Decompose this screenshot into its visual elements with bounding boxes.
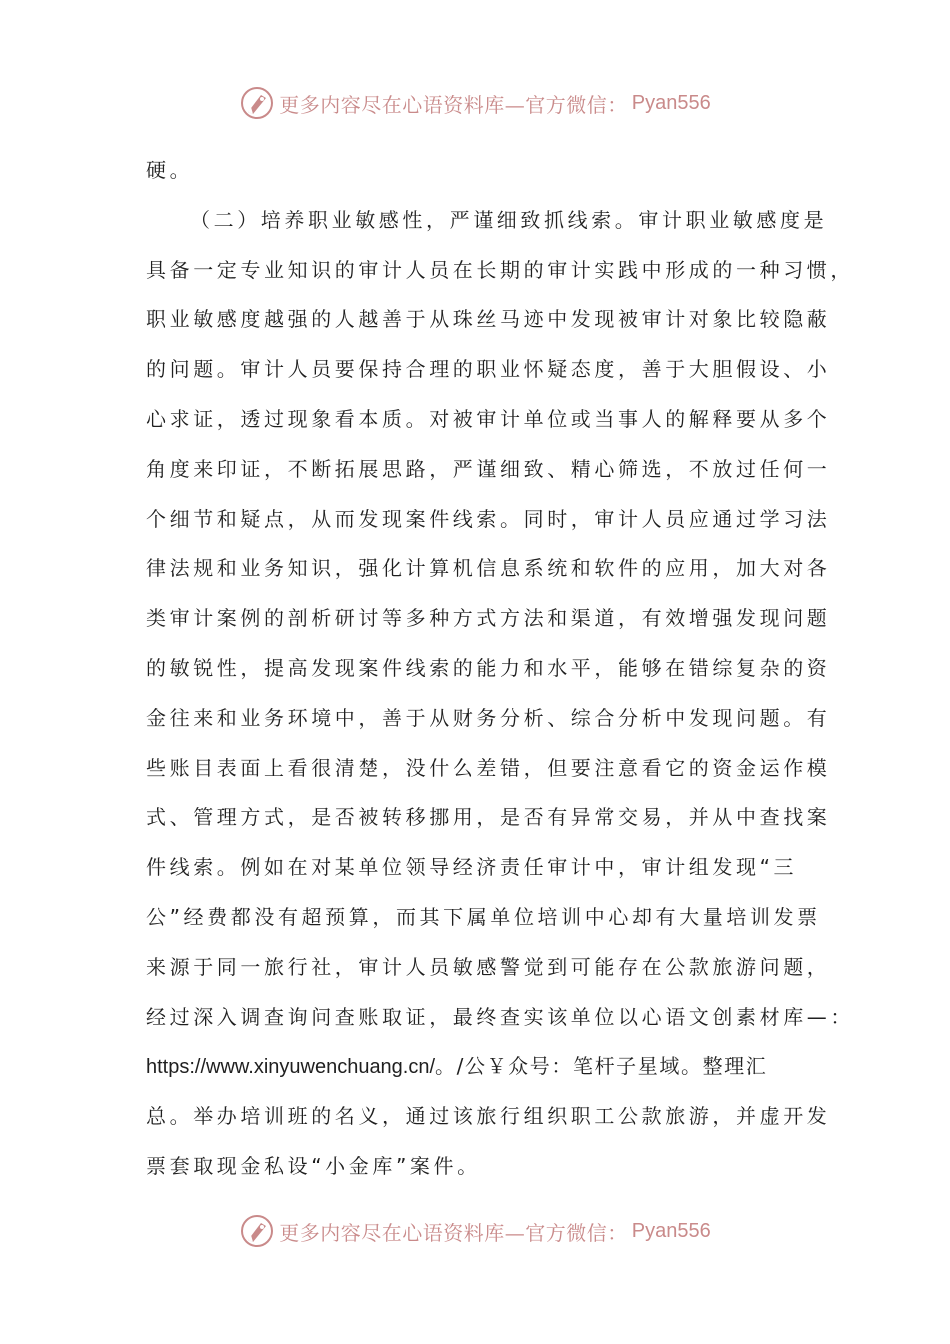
url-line bbox=[146, 1042, 811, 1092]
text-line: 的敏锐性，提高发现案件线索的能力和水平，能够在错综复杂的资 bbox=[146, 655, 831, 680]
text-line: 心求证，透过现象看本质。对被审计单位或当事人的解释要从多个 bbox=[146, 406, 831, 431]
text-line: 律法规和业务知识，强化计算机信息系统和软件的应用，加大对各 bbox=[146, 556, 831, 581]
document-body bbox=[146, 146, 854, 1192]
text-line: 些账目表面上看很清楚，没什么差错，但要注意看它的资金运作模 bbox=[146, 755, 831, 780]
text-line: 件线索。例如在对某单位领导经济责任审计中，审计组发现“三 bbox=[146, 855, 798, 880]
watermark-wechat-id: Pyan556 bbox=[631, 1219, 711, 1242]
text-line: 票套取现金私设“小金库”案件。 bbox=[146, 1153, 481, 1178]
header-watermark bbox=[0, 83, 950, 123]
text-line: 金往来和业务环境中，善于从财务分析、综合分析中发现问题。有 bbox=[146, 705, 831, 730]
watermark-text: 更多内容尽在心语资料库—官方微信： bbox=[279, 1220, 628, 1245]
text-line: 经过深入调查询问查账取证，最终查实该单位以心语文创素材库—： bbox=[146, 1004, 854, 1029]
text-line: 总。举办培训班的名义，通过该旅行组织职工公款旅游，并虚开发 bbox=[146, 1104, 831, 1129]
pen-nib-logo-icon bbox=[239, 1213, 275, 1249]
text-line: 职业敏感度越强的人越善于从珠丝马迹中发现被审计对象比较隐蔽 bbox=[146, 307, 831, 332]
text-line: 的问题。审计人员要保持合理的职业怀疑态度，善于大胆假设、小 bbox=[146, 357, 831, 382]
pen-nib-logo-icon bbox=[239, 85, 275, 121]
text-line: 具备一定专业知识的审计人员在长期的审计实践中形成的一种习惯， bbox=[146, 257, 854, 282]
footer-watermark bbox=[0, 1211, 950, 1251]
url-suffix-text: 。/公￥众号：笔杆子星域。整理汇 bbox=[435, 1054, 768, 1079]
text-line: 公”经费都没有超预算，而其下属单位培训中心却有大量培训发票 bbox=[146, 904, 821, 929]
section-heading-line: （二）培养职业敏感性，严谨细致抓线索。审计职业敏感度是 bbox=[190, 207, 828, 232]
text-line: 角度来印证，不断拓展思路，严谨细致、精心筛选，不放过任何一 bbox=[146, 456, 831, 481]
website-link[interactable]: https://www.xinyuwenchuang.cn/ bbox=[146, 1056, 436, 1079]
text-line: 硬。 bbox=[146, 158, 194, 182]
text-line: 式、管理方式，是否被转移挪用，是否有异常交易，并从中查找案 bbox=[146, 805, 831, 830]
text-line: 个细节和疑点，从而发现案件线索。同时，审计人员应通过学习法 bbox=[146, 506, 831, 531]
text-line: 来源于同一旅行社，审计人员敏感警觉到可能存在公款旅游问题， bbox=[146, 954, 831, 979]
watermark-text: 更多内容尽在心语资料库—官方微信： bbox=[279, 92, 628, 117]
watermark-wechat-id: Pyan556 bbox=[631, 91, 711, 114]
text-line: 类审计案例的剖析研讨等多种方式方法和渠道，有效增强发现问题 bbox=[146, 606, 831, 631]
